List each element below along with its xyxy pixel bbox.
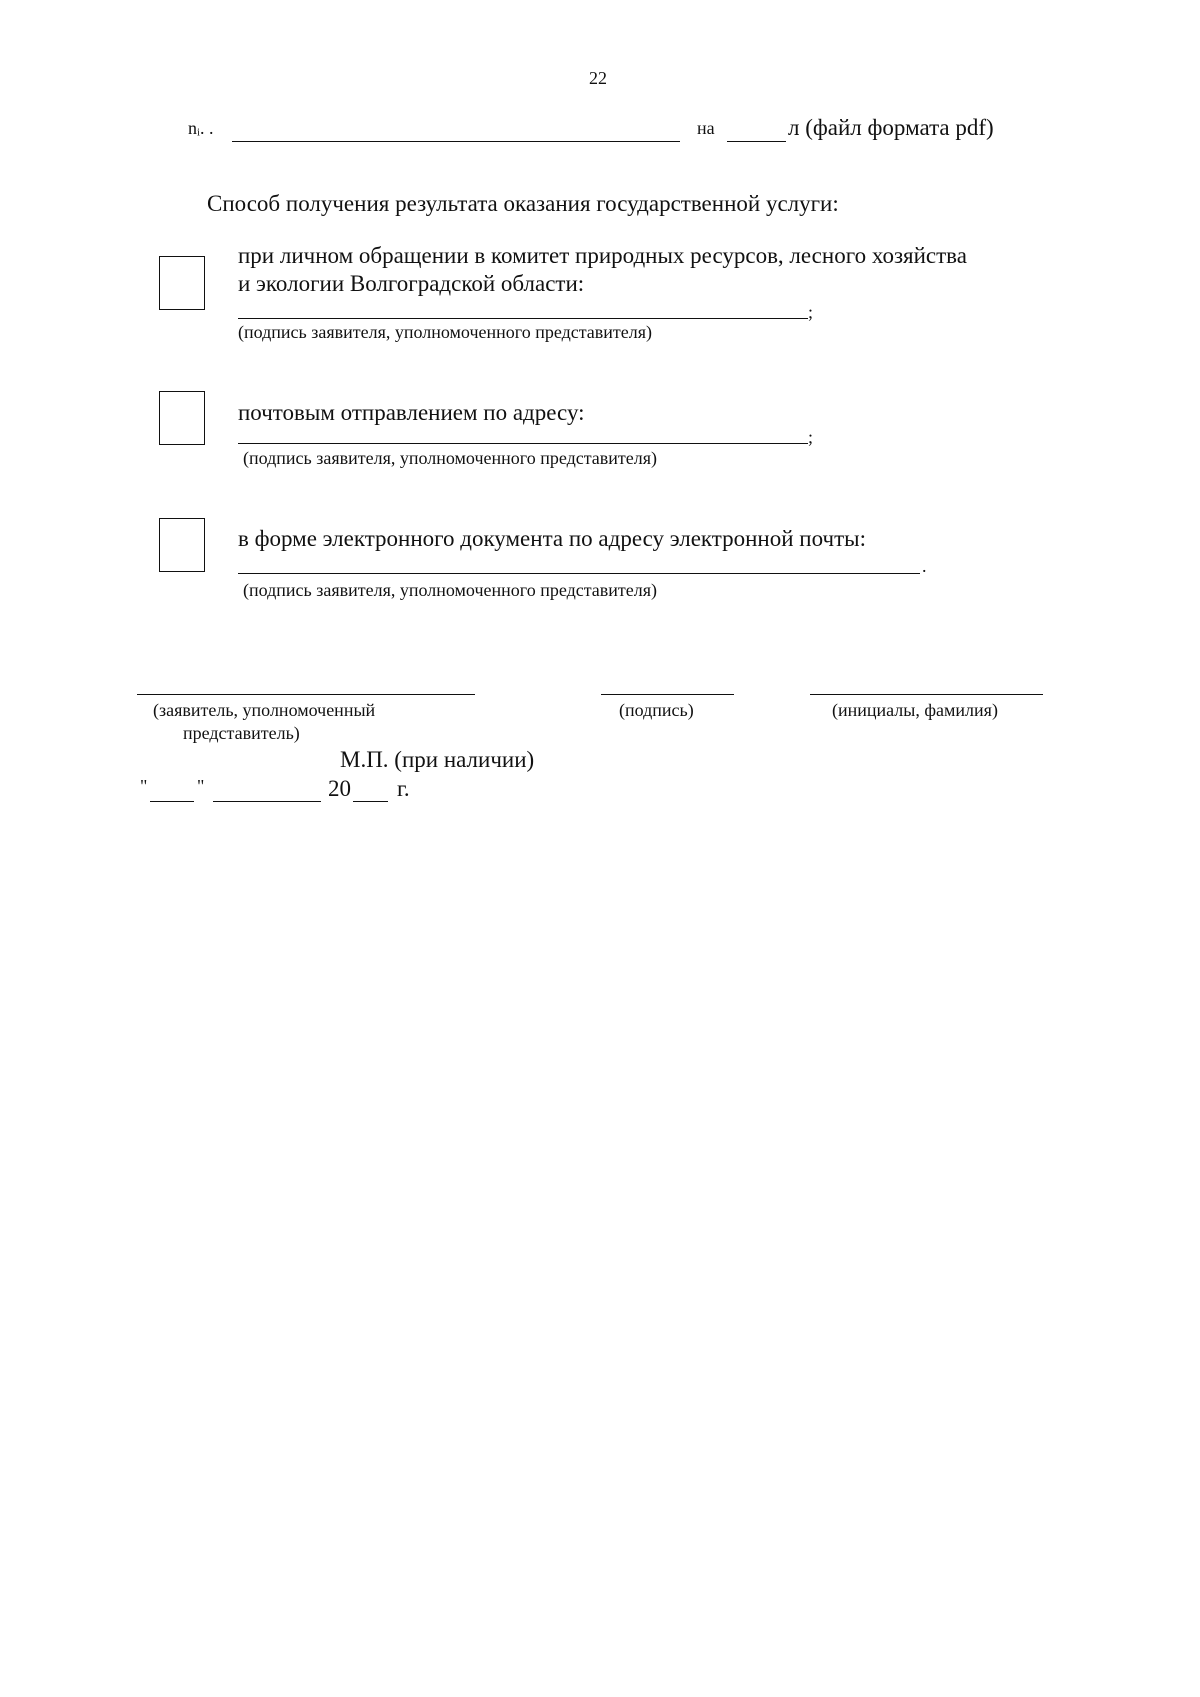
attachment-suffix: л (файл формата pdf) [788, 115, 994, 140]
date-year-blank [353, 801, 388, 802]
option-electronic-caption: (подпись заявителя, уполномоченного представителя) [243, 580, 658, 600]
section-title: Способ получения результата оказания государственной услуги: [207, 191, 839, 216]
date-year-suffix: г. [397, 776, 410, 801]
date-year-prefix: 20 [328, 776, 351, 801]
page-number: 22 [589, 68, 607, 88]
signature-line [601, 694, 734, 695]
stamp-label: М.П. (при наличии) [340, 747, 535, 772]
checkbox-electronic[interactable] [159, 518, 205, 572]
applicant-signature-line [137, 694, 475, 695]
option-postal-caption: (подпись заявителя, уполномоченного представителя) [243, 448, 658, 468]
name-label: (инициалы, фамилия) [832, 700, 998, 720]
checkbox-postal[interactable] [159, 391, 205, 445]
option-postal-line-end: ; [808, 427, 814, 447]
option-postal-signature-line [238, 443, 808, 444]
date-close-quote: " [197, 776, 205, 796]
attachment-sheets-blank [727, 141, 786, 142]
attachment-prefix: nᵢ. . [188, 118, 214, 138]
date-open-quote: " [140, 776, 148, 796]
option-personal-line-end: ; [808, 302, 814, 322]
option-electronic-line1: в форме электронного документа по адресу электронной почты: [238, 526, 866, 551]
option-personal-line2: и экологии Волгоградской области: [238, 271, 585, 296]
option-electronic-line-end: . [922, 556, 927, 576]
applicant-label-line1: (заявитель, уполномоченный [153, 700, 376, 720]
date-month-blank [213, 801, 321, 802]
date-day-blank [150, 801, 194, 802]
name-signature-line [810, 694, 1043, 695]
option-electronic-email-line [238, 573, 920, 574]
attachment-middle: на [697, 118, 715, 138]
option-personal-signature-line [238, 318, 808, 319]
attachment-blank-line [232, 141, 680, 142]
option-personal-line1: при личном обращении в комитет природных ресурсов, лесного хозяйства [238, 243, 967, 268]
option-personal-caption: (подпись заявителя, уполномоченного представителя) [238, 322, 653, 342]
signature-label: (подпись) [619, 700, 694, 720]
applicant-label-line2: представитель) [183, 723, 300, 743]
checkbox-personal-visit[interactable] [159, 256, 205, 310]
option-postal-line1: почтовым отправлением по адресу: [238, 400, 585, 425]
